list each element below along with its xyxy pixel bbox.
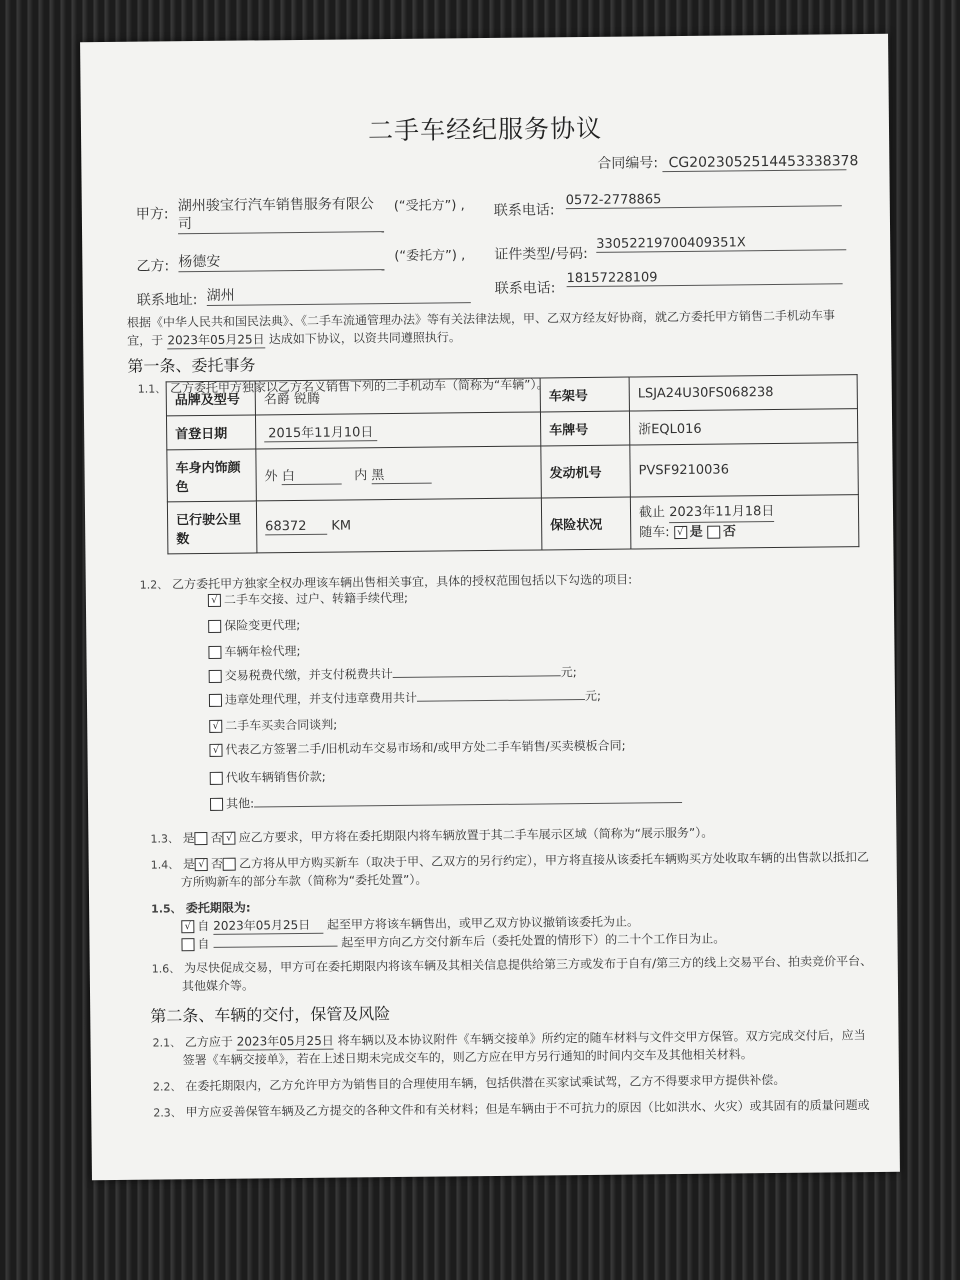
- clause-1-6-num: 1.6、: [151, 962, 181, 976]
- contract-paper: [80, 34, 900, 1180]
- party-a-role-text: (“受托方”): [393, 198, 457, 214]
- party-b-role-text: (“委托方”): [394, 248, 458, 264]
- term-option-1-checkbox[interactable]: √: [181, 920, 194, 933]
- term-option-2-blank[interactable]: [213, 946, 337, 948]
- clause-2-1-text2: 签署《车辆交接单》，若在上述日期未完成交车的，则乙方应在甲方另行通知的时间内交车及其他相关材料。: [182, 1047, 753, 1068]
- authorization-item-label: 代表乙方签署二手/旧机动车交易市场和/或甲方处二手车销售/买卖模板合同;: [225, 738, 626, 757]
- mileage-label: 已行驶公里数: [167, 501, 257, 554]
- insurance-yes-checkbox[interactable]: √: [674, 526, 687, 539]
- authorization-item-checkbox[interactable]: √: [208, 594, 221, 607]
- party-a-comma: ,: [460, 198, 465, 214]
- clause-1-5: [151, 899, 251, 917]
- plate-value: 浙EQL016: [629, 409, 857, 445]
- insurance-yes-label: 是: [689, 524, 703, 540]
- authorization-item-checkbox[interactable]: [209, 694, 222, 707]
- authorization-item: [209, 737, 625, 758]
- clause-2-1-pre: 乙方应于: [184, 1034, 233, 1050]
- authorization-item: [209, 687, 601, 708]
- clause-1-6: [152, 952, 873, 977]
- insurance-label: 保险状况: [541, 497, 631, 550]
- clause-1-2-num: 1.2、: [139, 578, 169, 592]
- authorization-item: [208, 642, 300, 660]
- party-b-address-label: 联系地址:: [136, 292, 198, 309]
- clause-1-4-text1: 乙方将从甲方购买新车（取决于甲、乙双方的另行约定），甲方将直接从该委托车辆购买方处收取车辆的出售款以抵扣乙: [238, 850, 870, 871]
- preamble-post: 达成如下协议，以资共同遵照执行。: [268, 330, 461, 347]
- authorization-item-suffix: 元;: [584, 688, 602, 704]
- party-a-name: [178, 195, 384, 234]
- party-b-name: 杨德安: [178, 249, 384, 272]
- clause-1-4-num: 1.4、: [150, 858, 180, 872]
- clause-1-6-text2: 其他媒介等。: [181, 978, 255, 994]
- party-b-id-label: 证件类型/号码:: [494, 245, 588, 263]
- clause-1-4-yes-checkbox[interactable]: √: [195, 858, 208, 871]
- clause-1-1-text: 乙方委托甲方独家以乙方名义销售下列的二手机动车（简称为“车辆”）。: [169, 377, 549, 396]
- party-a-phone: 0572-2778865: [566, 190, 842, 209]
- clause-1-4-no-label: 否: [210, 856, 224, 871]
- insurance-no-checkbox[interactable]: [707, 526, 720, 539]
- clause-1-3-yes-checkbox[interactable]: [195, 832, 208, 845]
- authorization-item: [210, 790, 682, 812]
- party-b-phone: 18157228109: [566, 268, 842, 287]
- authorization-item: [208, 616, 300, 634]
- party-b-role: [394, 244, 465, 264]
- party-a-role: [394, 194, 465, 214]
- insurance-with-car: [639, 521, 850, 542]
- clause-1-6-text1: 为尽快促成交易，甲方可在委托期限内将该车辆及其相关信息提供给第三方或发布于自有/第三方的线上交易平台、拍卖竞价平台、: [184, 954, 873, 976]
- clause-1-3-num: 1.3、: [150, 832, 179, 846]
- party-a-label: 甲方:: [135, 206, 169, 223]
- clause-2-1-date: 2023年05月25日: [236, 1033, 334, 1049]
- contract-number-value: CG2023052514453338378: [662, 153, 846, 172]
- reg-date-value: 2015年11月10日: [264, 421, 377, 442]
- clause-1-3-text: 应乙方要求，甲方将在委托期限内将车辆放置于其二手车展示区域（简称为“展示服务”）。: [238, 825, 714, 845]
- authorization-item-checkbox[interactable]: [208, 646, 221, 659]
- authorization-item-label: 二手车买卖合同谈判;: [225, 717, 338, 733]
- contract-number-row: [597, 150, 859, 173]
- insurance-cell: [630, 495, 859, 549]
- party-a-name-line1: 湖州骏宝行汽车销售服务有限公: [177, 196, 374, 215]
- term-option-1-text: 起至甲方将该车辆售出，或甲乙双方协议撤销该委托为止。: [326, 914, 640, 932]
- authorization-item-suffix: 元;: [560, 665, 577, 680]
- authorization-item: [209, 716, 337, 734]
- vehicle-table: [166, 374, 860, 554]
- document-title: 二手车经纪服务协议: [367, 113, 603, 146]
- plate-label: 车牌号: [540, 411, 629, 446]
- insurance-no-label: 否: [722, 524, 737, 540]
- insurance-prefix: 截止: [638, 505, 666, 521]
- int-prefix: 内: [354, 467, 368, 483]
- preamble-line2: [127, 328, 461, 349]
- int-color: 黑: [371, 463, 431, 484]
- authorization-item-checkbox[interactable]: [210, 798, 223, 811]
- clause-1-3-no-checkbox[interactable]: √: [223, 832, 236, 845]
- clause-1-4: [151, 848, 870, 873]
- mileage-value: 68372: [265, 518, 327, 535]
- authorization-item-blank[interactable]: [393, 675, 561, 678]
- mileage-cell: [256, 498, 542, 553]
- ext-color: 白: [282, 464, 342, 485]
- authorization-item: [210, 768, 326, 786]
- clause-1-1-num: 1.1、: [137, 382, 167, 396]
- authorization-item-label: 保险变更代理;: [224, 617, 301, 633]
- authorization-item-checkbox[interactable]: [210, 772, 223, 785]
- clause-2-2-num: 2.2、: [152, 1080, 182, 1094]
- authorization-item-checkbox[interactable]: [209, 670, 222, 683]
- authorization-item-label: 违章处理代理，并支付违章费用共计: [224, 690, 418, 707]
- engine-value: PVSF9210036: [630, 443, 859, 497]
- authorization-item-checkbox[interactable]: √: [209, 744, 222, 757]
- clause-1-5-num: 1.5、: [151, 902, 182, 916]
- insurance-expiry: [639, 501, 850, 523]
- authorization-item-label: 车辆年检代理;: [224, 643, 301, 659]
- section1-heading: 第一条、委托事务: [127, 355, 256, 376]
- party-b-label: 乙方:: [136, 258, 170, 275]
- clause-1-4-text2: 方所购新车的部分车款（简称为“委托处置”）。: [180, 872, 428, 890]
- engine-label: 发动机号: [541, 445, 631, 498]
- clause-2-3-num: 2.3、: [153, 1106, 182, 1120]
- clause-1-4-yes-label: 是: [182, 857, 196, 872]
- party-a-phone-label: 联系电话:: [493, 202, 555, 219]
- clause-2-2: [153, 1071, 785, 1095]
- authorization-item-label: 其他:: [225, 796, 255, 811]
- color-cell: [256, 446, 542, 501]
- mileage-unit: KM: [331, 517, 352, 534]
- clause-1-3: [150, 824, 713, 847]
- authorization-item-blank[interactable]: [417, 699, 585, 702]
- party-b-id: 33052219700409351X: [596, 234, 846, 253]
- authorization-item: [208, 589, 408, 608]
- authorization-item-checkbox[interactable]: √: [209, 720, 222, 733]
- party-b-comma: ,: [461, 248, 466, 264]
- clause-1-3-yes-label: 是: [182, 831, 195, 846]
- authorization-item-checkbox[interactable]: [208, 620, 221, 633]
- brand-label: 品牌及型号: [166, 381, 255, 416]
- clause-1-4-no-checkbox[interactable]: [223, 858, 236, 871]
- reg-date-cell: [255, 412, 540, 449]
- insurance-date: 2023年11月18日: [669, 502, 774, 523]
- clause-1-2-text: 乙方委托甲方独家全权办理该车辆出售相关事宜，具体的授权范围包括以下勾选的项目:: [171, 572, 633, 592]
- color-label: 车身内饰颜色: [167, 449, 257, 502]
- authorization-item: [209, 663, 577, 684]
- authorization-item-label: 二手车交接、过户、转籍手续代理;: [223, 590, 409, 607]
- party-b-phone-label: 联系电话:: [494, 280, 556, 297]
- preamble-line1: 根据《中华人民共和国民法典》、《二手车流通管理办法》等有关法律法规，甲、乙双方经友好协商，就乙方委托甲方销售二手机动车事: [126, 308, 836, 330]
- reg-date-label: 首登日期: [166, 415, 255, 450]
- vin-value: LSJA24U30FS068238: [629, 375, 857, 411]
- clause-2-3: [153, 1096, 869, 1121]
- clause-2-1-text1: 将车辆以及本协议附件《车辆交接单》所约定的随车材料与文件交甲方保管。双方完成交付后，应当: [337, 1028, 866, 1048]
- preamble-date: 2023年05月25日: [167, 330, 265, 349]
- clause-2-1-num: 2.1、: [152, 1036, 182, 1050]
- term-option-1-pre: 自: [197, 918, 210, 934]
- authorization-item-blank[interactable]: [254, 802, 682, 807]
- term-option-2-text: 起至甲方向乙方交付新车后（委托处置的情形下）的二十个工作日为止。: [341, 931, 726, 950]
- vin-label: 车架号: [540, 377, 629, 412]
- authorization-item-label: 交易税费代缴，并支付税费共计: [224, 667, 393, 683]
- term-option-2-pre: 自: [197, 936, 210, 952]
- section2-heading: 第二条、车辆的交付，保管及风险: [150, 1004, 391, 1026]
- party-b-address: 湖州: [207, 282, 471, 306]
- brand-value: 名爵 锐腾: [255, 378, 540, 415]
- contract-number-label: 合同编号:: [597, 155, 659, 172]
- clause-2-3-text: 甲方应妥善保管车辆及乙方提交的各种文件和有关材料；但是车辆由于不可抗力的原因（比如洪水、火灾）或其固有的质量问题或: [185, 1098, 870, 1120]
- party-a-name-line2: 司: [177, 216, 193, 233]
- ext-prefix: 外: [264, 468, 278, 484]
- authorization-item-label: 代收车辆销售价款;: [225, 769, 326, 785]
- preamble-pre: 宜，于: [127, 333, 164, 348]
- clause-1-5-label: 委托期限为:: [185, 900, 251, 916]
- clause-1-3-no-label: 否: [210, 830, 223, 845]
- insurance-with-label: 随车:: [639, 525, 670, 541]
- clause-2-2-text: 在委托期限内，乙方允许甲方为销售目的合理使用车辆，包括供潜在买家试乘试驾，乙方不得要求甲方提供补偿。: [185, 1072, 786, 1094]
- term-option-2-checkbox[interactable]: [181, 938, 194, 951]
- term-option-1-date: 2023年05月25日: [213, 916, 323, 935]
